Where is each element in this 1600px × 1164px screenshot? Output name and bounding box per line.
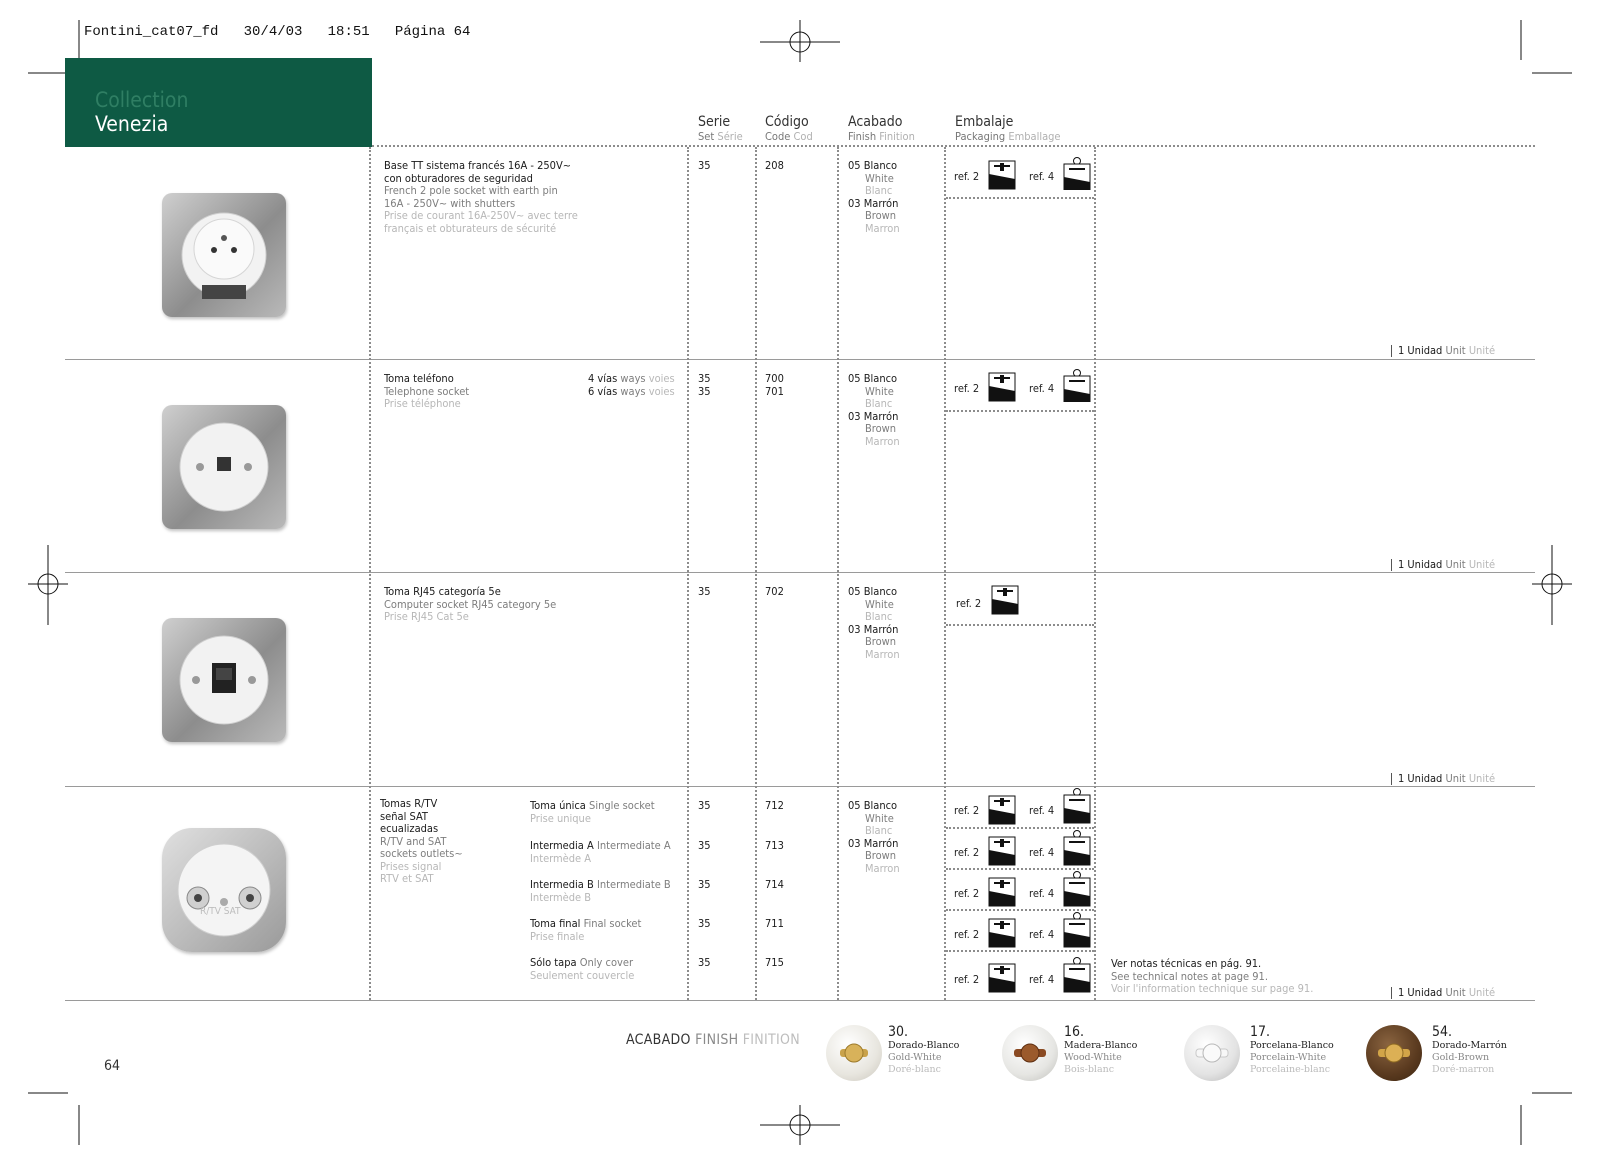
collection-label: Collection <box>95 88 189 112</box>
header-acabado: Acabado Finish Finition <box>848 114 915 143</box>
row4-item: Intermedia B Intermediate B Intermède B <box>530 878 671 904</box>
row3-unit: 1 Unidad Unit Unité <box>1391 773 1495 785</box>
row1-serie: 35 <box>698 159 711 172</box>
package-ref2-icon <box>988 836 1016 866</box>
print-slug: Fontini_cat07_fd 30/4/03 18:51 Página 64 <box>84 24 471 40</box>
column-divider <box>687 147 689 1000</box>
package-ref4-icon <box>1063 366 1091 402</box>
package-ref4-icon <box>1063 871 1091 907</box>
package-ref2-icon <box>988 877 1016 907</box>
package-ref4-icon <box>1063 830 1091 866</box>
finish-swatch-gold-brown <box>1366 1025 1422 1081</box>
row-divider <box>65 359 1535 360</box>
row1-finish: 05 Blanco White Blanc 03 Marrón Brown Marron <box>848 159 900 235</box>
row4-codigo: 715 <box>765 956 784 969</box>
row4-serie: 35 <box>698 799 711 812</box>
collection-band <box>65 58 372 147</box>
ref2-label: ref. 2 <box>954 973 980 986</box>
row4-item: Toma final Final socket Prise finale <box>530 917 642 943</box>
packaging-divider <box>946 624 1094 626</box>
row3-serie: 35 <box>698 585 711 598</box>
rtv-sat-print: R/TV SAT <box>200 906 241 917</box>
column-divider <box>944 147 946 1000</box>
column-divider <box>755 147 757 1000</box>
row-divider <box>65 786 1535 787</box>
finish-item: 54. Dorado-Marrón Gold-Brown Doré-marron <box>1432 1024 1507 1075</box>
ref2-label: ref. 2 <box>954 382 980 395</box>
finish-item: 17. Porcelana-Blanco Porcelain-White Porcelaine-blanc <box>1250 1024 1334 1075</box>
header-codigo: Código Code Cod <box>765 114 813 143</box>
row1-unit: 1 Unidad Unit Unité <box>1391 345 1495 357</box>
product-image-rtv-sat-socket <box>162 828 286 952</box>
package-ref2-icon <box>988 160 1016 190</box>
package-ref4-icon <box>1063 154 1091 190</box>
finish-swatch-wood-white <box>1002 1025 1058 1081</box>
row4-codigo: 711 <box>765 917 784 930</box>
row4-group-description: Tomas R/TV señal SAT ecualizadas R/TV and SAT sockets outlets~ Prises signal RTV et SAT <box>380 797 463 885</box>
product-image-rj45-socket <box>162 618 286 742</box>
page-number: 64 <box>104 1058 121 1074</box>
row2-variants: 4 vías ways voies 6 vías ways voies <box>588 372 675 398</box>
row4-unit: 1 Unidad Unit Unité <box>1391 987 1495 999</box>
product-image-telephone-socket <box>162 405 286 529</box>
package-ref2-icon <box>988 795 1016 825</box>
row4-serie: 35 <box>698 878 711 891</box>
packaging-divider <box>946 868 1094 870</box>
ref2-label: ref. 2 <box>954 846 980 859</box>
ref2-label: ref. 2 <box>954 928 980 941</box>
row3-finish: 05 Blanco White Blanc 03 Marrón Brown Marron <box>848 585 900 661</box>
row4-codigo: 713 <box>765 839 784 852</box>
ref4-label: ref. 4 <box>1029 887 1055 900</box>
ref4-label: ref. 4 <box>1029 170 1055 183</box>
header-divider <box>372 145 1535 147</box>
technical-note: Ver notas técnicas en pág. 91. See technical notes at page 91. Voir l'information technique sur page 91. <box>1111 957 1314 995</box>
row1-codigo: 208 <box>765 159 784 172</box>
package-ref4-icon <box>1063 957 1091 993</box>
row1-description: Base TT sistema francés 16A - 250V~ con obturadores de seguridad French 2 pole socket with earth pin 16A - 250V~ with shutters Prise de courant 16A-250V~ avec terre français et obturateurs de sécurité <box>384 159 578 235</box>
row2-description: Toma teléfono Telephone socket Prise téléphone <box>384 372 470 410</box>
row4-serie: 35 <box>698 917 711 930</box>
packaging-divider <box>946 827 1094 829</box>
row4-item: Toma única Single socket Prise unique <box>530 799 655 825</box>
ref2-label: ref. 2 <box>954 887 980 900</box>
package-ref4-icon <box>1063 912 1091 948</box>
ref2-label: ref. 2 <box>956 597 982 610</box>
ref4-label: ref. 4 <box>1029 928 1055 941</box>
package-ref2-icon <box>991 585 1019 615</box>
row4-serie: 35 <box>698 839 711 852</box>
ref4-label: ref. 4 <box>1029 382 1055 395</box>
row3-description: Toma RJ45 categoría 5e Computer socket RJ45 category 5e Prise RJ45 Cat 5e <box>384 585 557 623</box>
ref2-label: ref. 2 <box>954 804 980 817</box>
row4-item: Sólo tapa Only cover Seulement couvercle <box>530 956 635 982</box>
package-ref2-icon <box>988 918 1016 948</box>
row4-codigo: 712 <box>765 799 784 812</box>
row4-serie: 35 <box>698 956 711 969</box>
finish-swatch-porcelain-white <box>1184 1025 1240 1081</box>
package-ref2-icon <box>988 963 1016 993</box>
row2-finish: 05 Blanco White Blanc 03 Marrón Brown Marron <box>848 372 900 448</box>
header-embalaje: Embalaje Packaging Emballage <box>955 114 1061 143</box>
packaging-divider <box>946 950 1094 952</box>
row2-unit: 1 Unidad Unit Unité <box>1391 559 1495 571</box>
package-ref2-icon <box>988 372 1016 402</box>
ref4-label: ref. 4 <box>1029 846 1055 859</box>
row2-codigo: 700 701 <box>765 372 784 398</box>
finish-item: 30. Dorado-Blanco Gold-White Doré-blanc <box>888 1024 960 1075</box>
row2-serie: 35 35 <box>698 372 711 398</box>
ref4-label: ref. 4 <box>1029 804 1055 817</box>
column-divider <box>369 147 371 1000</box>
row4-codigo: 714 <box>765 878 784 891</box>
row3-codigo: 702 <box>765 585 784 598</box>
column-divider <box>1094 147 1096 1000</box>
header-serie: Serie Set Série <box>698 114 743 143</box>
row-divider <box>65 572 1535 573</box>
ref4-label: ref. 4 <box>1029 973 1055 986</box>
finish-item: 16. Madera-Blanco Wood-White Bois-blanc <box>1064 1024 1138 1075</box>
collection-name: Venezia <box>95 112 169 136</box>
column-divider <box>837 147 839 1000</box>
row4-finish: 05 Blanco White Blanc 03 Marrón Brown Marron <box>848 799 900 875</box>
row4-item: Intermedia A Intermediate A Intermède A <box>530 839 671 865</box>
package-ref4-icon <box>1063 788 1091 824</box>
row-divider <box>65 1000 1535 1001</box>
finish-swatch-gold-white <box>826 1025 882 1081</box>
packaging-divider <box>946 410 1094 412</box>
packaging-divider <box>946 197 1094 199</box>
ref2-label: ref. 2 <box>954 170 980 183</box>
finish-legend-title: ACABADO FINISH FINITION <box>626 1032 800 1048</box>
packaging-divider <box>946 909 1094 911</box>
product-image-french-socket <box>162 193 286 317</box>
